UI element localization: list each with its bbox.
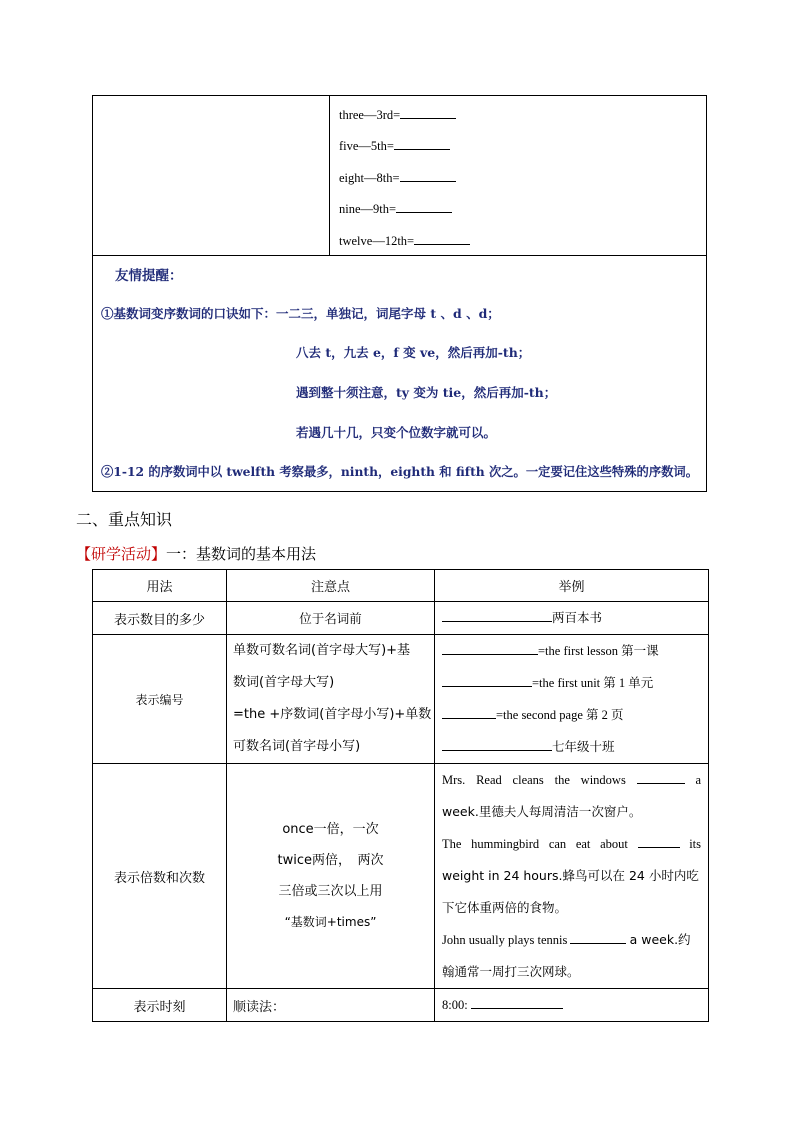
example-line: 下它体重两倍的食物。 [442,900,568,915]
answer-blank[interactable] [400,169,456,182]
note-cell: 位于名词前 [227,602,435,635]
ordinal-example: five—5th= [339,137,450,154]
ordinal-example: nine—9th= [339,200,452,217]
example-cell [435,764,709,989]
header-usage: 用法 [93,570,227,602]
example-line: weight in 24 hours.蜂鸟可以在 24 小时内吃 [442,868,699,883]
tip-rule-1-line-1: ①基数词变序数词的口诀如下：一二三，单独记，词尾字母 t 、d 、d； [101,306,500,321]
usage-cell: 表示编号 [93,635,227,764]
ordinal-example: eight—8th= [339,169,456,186]
example-line: =the first unit 第 1 单元 [435,667,708,699]
answer-blank[interactable] [442,706,496,719]
answer-blank[interactable] [394,137,450,150]
table-row [93,635,709,764]
example-cell [435,635,709,764]
example-line: =the second page 第 2 页 [435,699,708,731]
cardinal-usage-table [92,569,709,1022]
header-example: 举例 [435,570,709,602]
answer-blank[interactable] [471,996,563,1009]
answer-blank[interactable] [442,674,532,687]
example-line: =the first lesson 第一课 [435,635,708,667]
row-divider [93,255,706,256]
note-cell: once一倍，一次 twice两倍， 两次 三倍或三次以上用 “基数词+times” [227,764,435,989]
answer-blank[interactable] [442,738,552,751]
table-row [93,764,709,989]
answer-blank[interactable] [638,835,680,848]
tip-rule-2: ②1-12 的序数词中以 twelfth 考察最多，ninth，eighth 和 fifth 次之。一定要记住这些特殊的序数词。 [101,464,699,479]
ordinal-example: three—3rd= [339,106,456,123]
ordinal-examples-cell [330,96,706,255]
answer-blank[interactable] [442,609,552,622]
example-line: The hummingbird can eat about its [442,837,701,851]
answer-blank[interactable] [637,771,685,784]
note-cell: 顺读法： [227,989,435,1022]
table-row [93,989,709,1022]
table-row [93,602,709,635]
example-line: week.里德夫人每周清洁一次窗户。 [442,804,642,819]
tip-rule-1-line-4: 若遇几十几，只变个位数字就可以。 [296,425,497,440]
activity-bracket-label: 【研学活动】 [76,545,167,563]
note-cell: 单数可数名词(首字母大写)+基 数词(首字母大写) =the +序数词(首字母小写)+单数 可数名词(首字母小写) [227,635,435,764]
usage-cell: 表示时刻 [93,989,227,1022]
section-heading: 二、重点知识 [76,510,173,529]
usage-cell: 表示倍数和次数 [93,764,227,989]
usage-cell: 表示数目的多少 [93,602,227,635]
answer-blank[interactable] [442,642,538,655]
example-line: 七年级十班 [435,731,708,763]
header-note: 注意点 [227,570,435,602]
example-line: 翰通常一周打三次网球。 [442,964,580,979]
answer-blank[interactable] [396,200,452,213]
empty-cell [93,96,330,255]
ordinal-example: twelve—12th= [339,232,470,249]
tip-rule-1-line-2: 八去 t，九去 e，f 变 ve，然后再加-th； [296,345,531,360]
example-line: Mrs. Read cleans the windows a [442,773,702,787]
ordinal-tips-table [92,95,707,492]
activity-title: 一：基数词的基本用法 [166,545,317,563]
answer-blank[interactable] [570,931,626,944]
answer-blank[interactable] [400,106,456,119]
tips-title: 友情提醒： [115,268,183,284]
example-cell: 两百本书 [435,602,709,635]
tip-rule-1-line-3: 遇到整十须注意，ty 变为 tie，然后再加-th； [296,385,557,400]
example-line: John usually plays tennis a week.约 [442,932,691,947]
answer-blank[interactable] [414,232,470,245]
activity-heading [76,543,316,564]
table-header-row [93,570,709,602]
example-cell: 8:00: [435,989,709,1022]
